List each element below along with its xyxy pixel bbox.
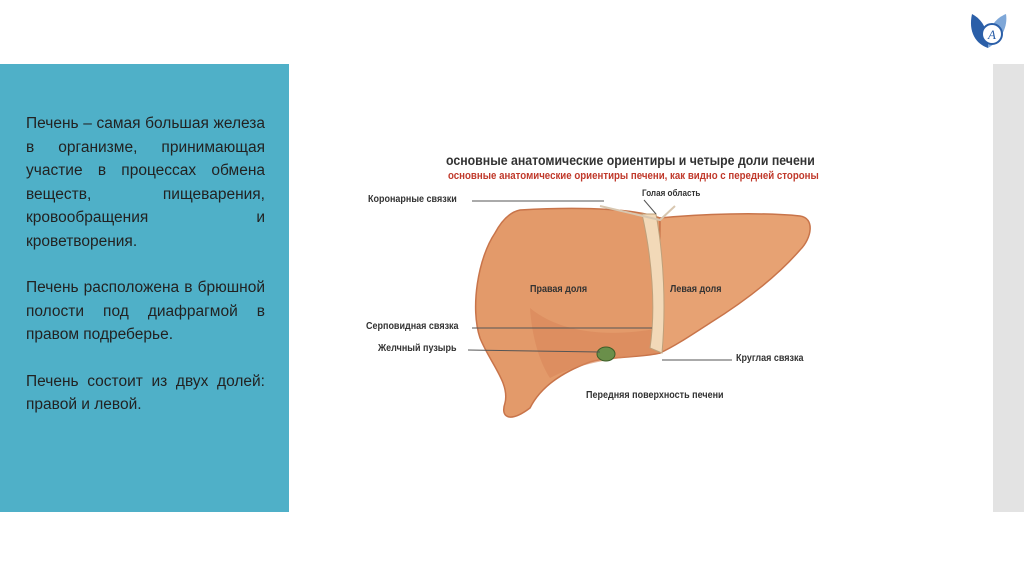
paragraph-lobes: Печень состоит из двух долей: правой и левой. (26, 372, 265, 413)
paragraph-definition: Печень – самая большая железа в организме, принимающая участие в процессах обмена веществ, пищеварения, кровообращения и кроветворения. (26, 115, 265, 250)
label-gallbladder: Желчный пузырь (378, 343, 457, 354)
paragraph-location: Печень расположена в брюшной полости под диафрагмой в правом подреберье. (26, 279, 265, 343)
side-strip (993, 64, 1024, 512)
label-falciform-ligament: Серповидная связка (366, 321, 459, 332)
label-round-ligament: Круглая связка (736, 353, 804, 364)
figure-subtitle: основные анатомические ориентиры печени, как видно с передней стороны (448, 170, 819, 182)
label-coronary-ligaments: Коронарные связки (368, 194, 457, 205)
label-bare-area: Голая область (642, 188, 701, 198)
body-text (26, 112, 265, 440)
svg-text:A: A (988, 27, 996, 42)
label-right-lobe: Правая доля (530, 284, 588, 295)
figure-title: основные анатомические ориентиры и четыре доли печени (446, 152, 815, 168)
butterfly-logo-icon (962, 4, 1014, 56)
label-left-lobe: Левая доля (670, 284, 722, 295)
label-anterior-surface: Передняя поверхность печени (586, 390, 724, 401)
liver-figure (360, 148, 920, 438)
